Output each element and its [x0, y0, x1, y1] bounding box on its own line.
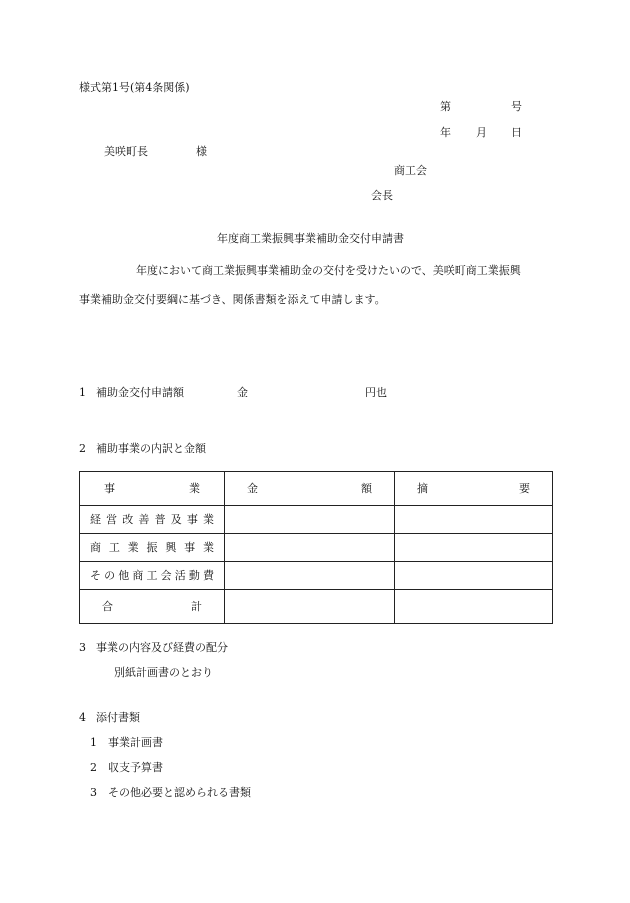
date-month: 月 — [476, 126, 487, 139]
section1-label: 補助金交付申請額 — [96, 386, 184, 399]
row-label-char: 善 — [138, 512, 150, 526]
header-kingaku-char: 額 — [361, 481, 372, 495]
table-row — [80, 506, 553, 534]
header-kingaku — [225, 472, 395, 506]
section1-kin: 金 — [237, 386, 248, 399]
row-label-char: 商 — [90, 540, 101, 554]
row-label-char: 経 — [90, 512, 101, 526]
header-kingaku-char: 金 — [247, 481, 258, 495]
row-label-char: 営 — [106, 512, 118, 526]
row-label-char: 商 — [132, 568, 144, 582]
row-label-char: 他 — [118, 568, 130, 582]
header-tekiyo — [395, 472, 553, 506]
total-note-cell[interactable] — [395, 590, 553, 624]
row-label-char: 事 — [184, 540, 196, 554]
date-day: 日 — [511, 126, 522, 139]
row-label-char: 工 — [108, 540, 120, 554]
addressee-honorific: 様 — [196, 145, 207, 158]
row-label-char: 会 — [160, 568, 172, 582]
row-label-char: 普 — [154, 512, 166, 526]
row-label-shoko — [80, 534, 225, 562]
header-jigyo-char: 事 — [104, 481, 115, 495]
row-label-char: 及 — [170, 512, 182, 526]
attachment-item-number: 2 — [90, 761, 97, 774]
row-label-char: 業 — [127, 540, 139, 554]
form-number: 様式第1号(第4条関係) — [79, 81, 190, 94]
section3-number: 3 — [79, 641, 86, 654]
applicant-title: 会長 — [371, 189, 393, 202]
section1-number: 1 — [79, 386, 86, 399]
row-label-char: 業 — [202, 540, 214, 554]
attachment-item-text: その他必要と認められる書類 — [108, 786, 251, 799]
section4-number: 4 — [79, 711, 86, 724]
section3-label: 事業の内容及び経費の配分 — [96, 641, 228, 654]
row-label-keiei — [80, 506, 225, 534]
header-tekiyo-char: 要 — [519, 481, 530, 495]
section1-yen: 円也 — [365, 386, 387, 399]
note-cell[interactable] — [395, 534, 553, 562]
section2-number: 2 — [79, 442, 86, 455]
row-label-char: 費 — [203, 568, 214, 582]
attachment-item-number: 3 — [90, 786, 97, 799]
row-label-char: 事 — [186, 512, 198, 526]
row-label-char: 業 — [202, 512, 214, 526]
document-number-suffix: 号 — [511, 100, 522, 113]
breakdown-table — [79, 471, 553, 624]
row-label-char: 活 — [174, 568, 186, 582]
row-label-char: 振 — [146, 540, 158, 554]
table-header-row — [80, 472, 553, 506]
row-label-char: 動 — [188, 568, 200, 582]
attachment-item-number: 1 — [90, 736, 97, 749]
attachment-item-text: 収支予算書 — [108, 761, 163, 774]
row-label-char: 興 — [165, 540, 177, 554]
total-label — [80, 590, 225, 624]
table-total-row — [80, 590, 553, 624]
date-year: 年 — [440, 126, 451, 139]
attachment-item-text: 事業計画書 — [108, 736, 163, 749]
row-label-char: 改 — [122, 512, 134, 526]
applicant-organization: 商工会 — [394, 164, 427, 177]
table-row — [80, 534, 553, 562]
row-label-char: の — [104, 568, 116, 582]
header-jigyo — [80, 472, 225, 506]
header-jigyo-char: 業 — [189, 481, 200, 495]
addressee: 美咲町長 — [104, 145, 148, 158]
table-row — [80, 562, 553, 590]
amount-cell[interactable] — [225, 506, 395, 534]
section3-detail: 別紙計画書のとおり — [114, 666, 213, 679]
header-tekiyo-char: 摘 — [417, 481, 428, 495]
body-line-1: 年度において商工業振興事業補助金の交付を受けたいので、美咲町商工業振興 — [136, 264, 521, 277]
amount-cell[interactable] — [225, 562, 395, 590]
body-line-2: 事業補助金交付要綱に基づき、関係書類を添えて申請します。 — [79, 293, 386, 306]
section2-label: 補助事業の内訳と金額 — [96, 442, 206, 455]
total-amount-cell[interactable] — [225, 590, 395, 624]
row-label-char: そ — [90, 568, 101, 582]
document-title: 年度商工業振興事業補助金交付申請書 — [217, 232, 404, 245]
row-label-char: 工 — [146, 568, 158, 582]
row-label-sonota — [80, 562, 225, 590]
total-char: 合 — [102, 599, 113, 613]
amount-cell[interactable] — [225, 534, 395, 562]
note-cell[interactable] — [395, 562, 553, 590]
section4-label: 添付書類 — [96, 711, 140, 724]
document-number-prefix: 第 — [440, 100, 451, 113]
total-char: 計 — [191, 599, 202, 613]
note-cell[interactable] — [395, 506, 553, 534]
